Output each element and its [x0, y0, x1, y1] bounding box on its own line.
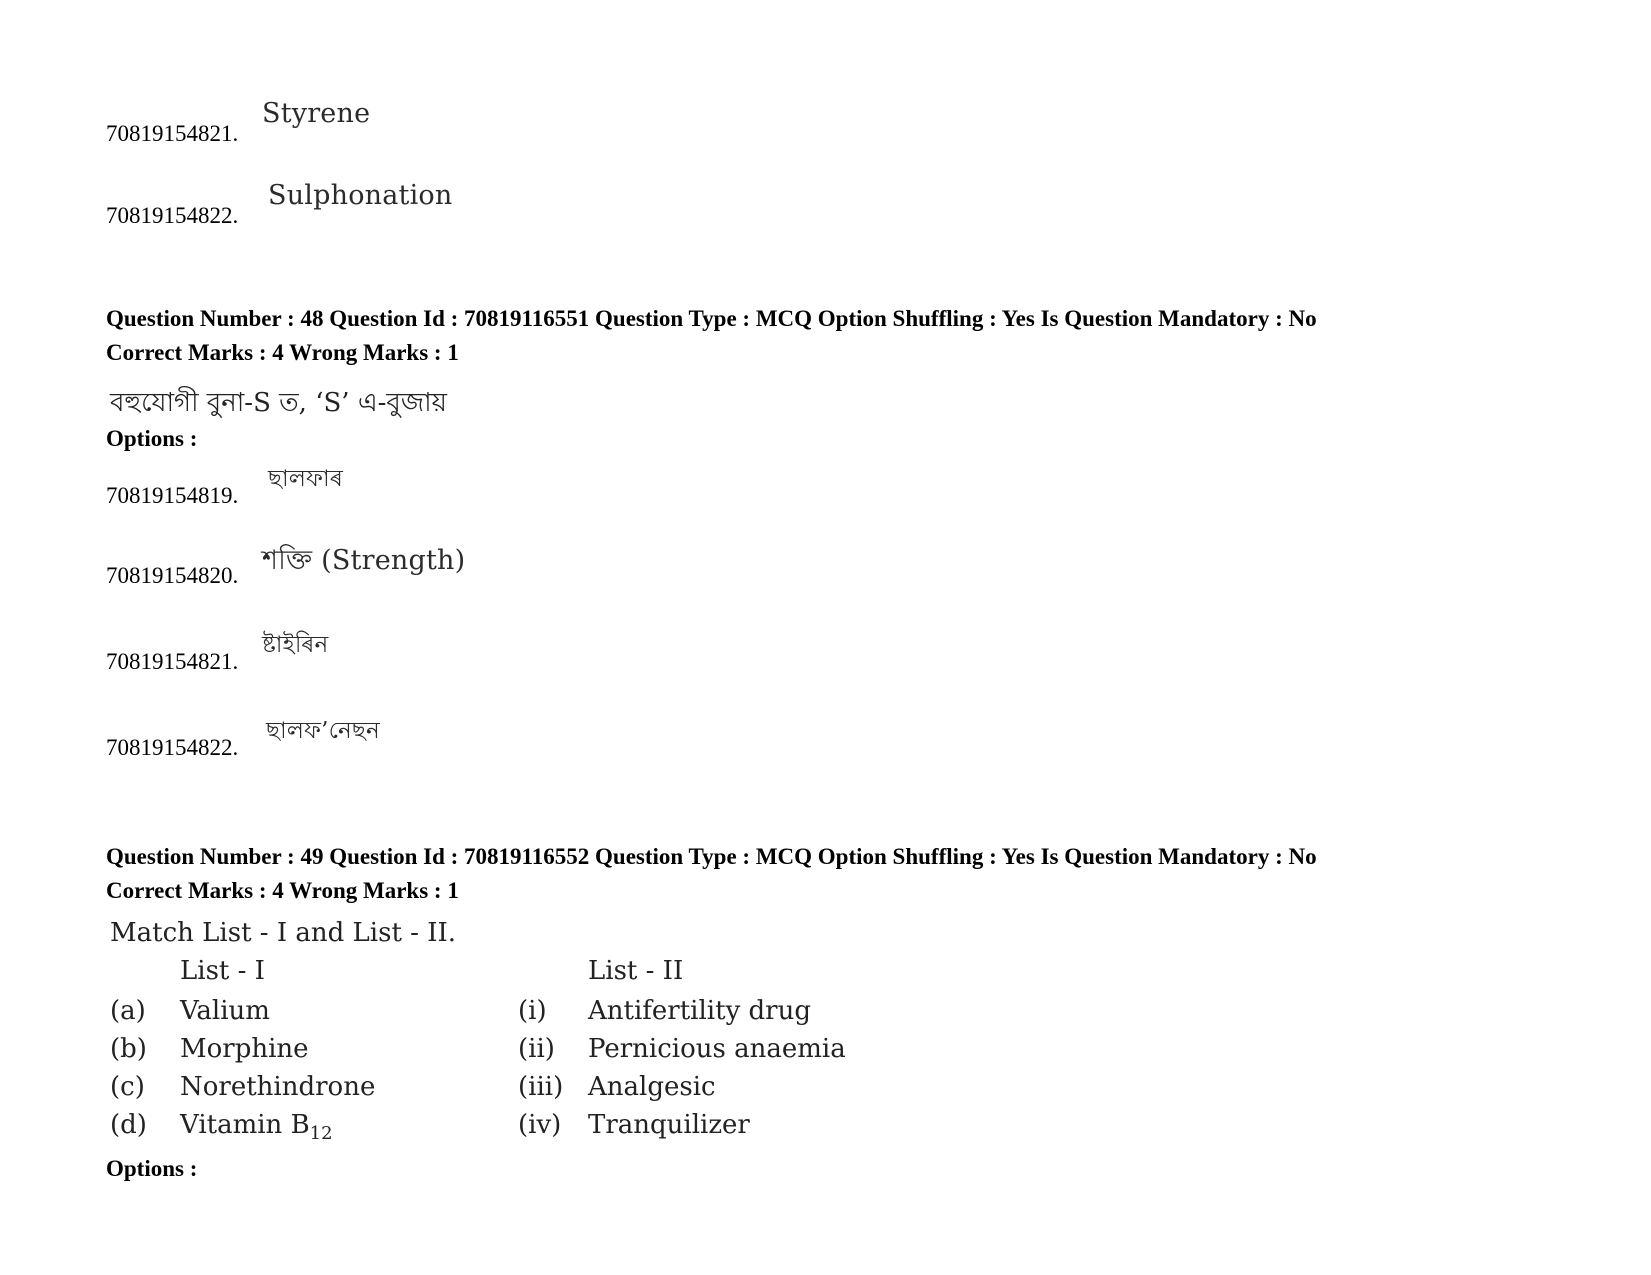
option-id: 70819154819.	[106, 483, 239, 508]
q48-meta-line2: Correct Marks : 4 Wrong Marks : 1	[106, 340, 459, 365]
list1-header: List - I	[180, 956, 265, 986]
option-row	[106, 540, 1006, 590]
option-text: ষ্টাইৰিন	[262, 632, 329, 658]
list2-value: Antifertility drug	[588, 996, 811, 1026]
list2-value: Analgesic	[588, 1072, 716, 1102]
list1-value: Norethindrone	[180, 1072, 376, 1102]
option-row	[106, 626, 1006, 676]
q48-meta-line1: Question Number : 48 Question Id : 70819116551 Question Type : MCQ Option Shuffling : Yes Is Question Mandatory : No	[106, 306, 1317, 331]
option-id: 70819154822.	[106, 735, 239, 760]
list2-header: List - II	[588, 956, 684, 986]
list1-key: (b)	[110, 1034, 147, 1064]
list2-key: (ii)	[518, 1034, 555, 1064]
option-row	[106, 180, 1006, 230]
list2-value: Pernicious anaemia	[588, 1034, 846, 1064]
list1-value-text: Vitamin B	[180, 1110, 310, 1140]
option-row	[106, 460, 1006, 510]
list1-value: Valium	[180, 996, 270, 1026]
option-id: 70819154820.	[106, 563, 239, 588]
list2-key: (iv)	[518, 1110, 562, 1140]
subscript: 12	[309, 1123, 333, 1144]
option-text: ছালফ’নেছন	[266, 718, 380, 744]
option-text: Sulphonation	[268, 180, 453, 211]
list2-value: Tranquilizer	[588, 1110, 750, 1140]
option-text: Styrene	[262, 98, 371, 129]
option-row	[106, 98, 1006, 148]
list1-value: Morphine	[180, 1034, 309, 1064]
list2-key: (i)	[518, 996, 547, 1026]
q49-options-label: Options :	[106, 1156, 198, 1181]
q49-meta	[106, 840, 1586, 908]
q48-question-text: বহুযোগী বুনা-S ত, ‘S’ এ-বুজায়	[110, 388, 447, 418]
list1-key: (a)	[110, 996, 146, 1026]
option-id: 70819154822.	[106, 203, 239, 228]
list2-key: (iii)	[518, 1072, 564, 1102]
list1-key: (c)	[110, 1072, 145, 1102]
option-text: শক্তি (Strength)	[262, 545, 466, 576]
q48-meta	[106, 302, 1586, 370]
option-text: ছালফাৰ	[268, 466, 343, 492]
q49-question-text: Match List - I and List - II.	[110, 918, 457, 948]
q48-options-label: Options :	[106, 426, 198, 451]
list1-key: (d)	[110, 1110, 147, 1140]
q49-meta-line1: Question Number : 49 Question Id : 70819116552 Question Type : MCQ Option Shuffling : Yes Is Question Mandatory : No	[106, 844, 1317, 869]
list1-value	[180, 1110, 333, 1144]
q49-meta-line2: Correct Marks : 4 Wrong Marks : 1	[106, 878, 459, 903]
option-id: 70819154821.	[106, 121, 239, 146]
option-row	[106, 712, 1006, 762]
option-id: 70819154821.	[106, 649, 239, 674]
